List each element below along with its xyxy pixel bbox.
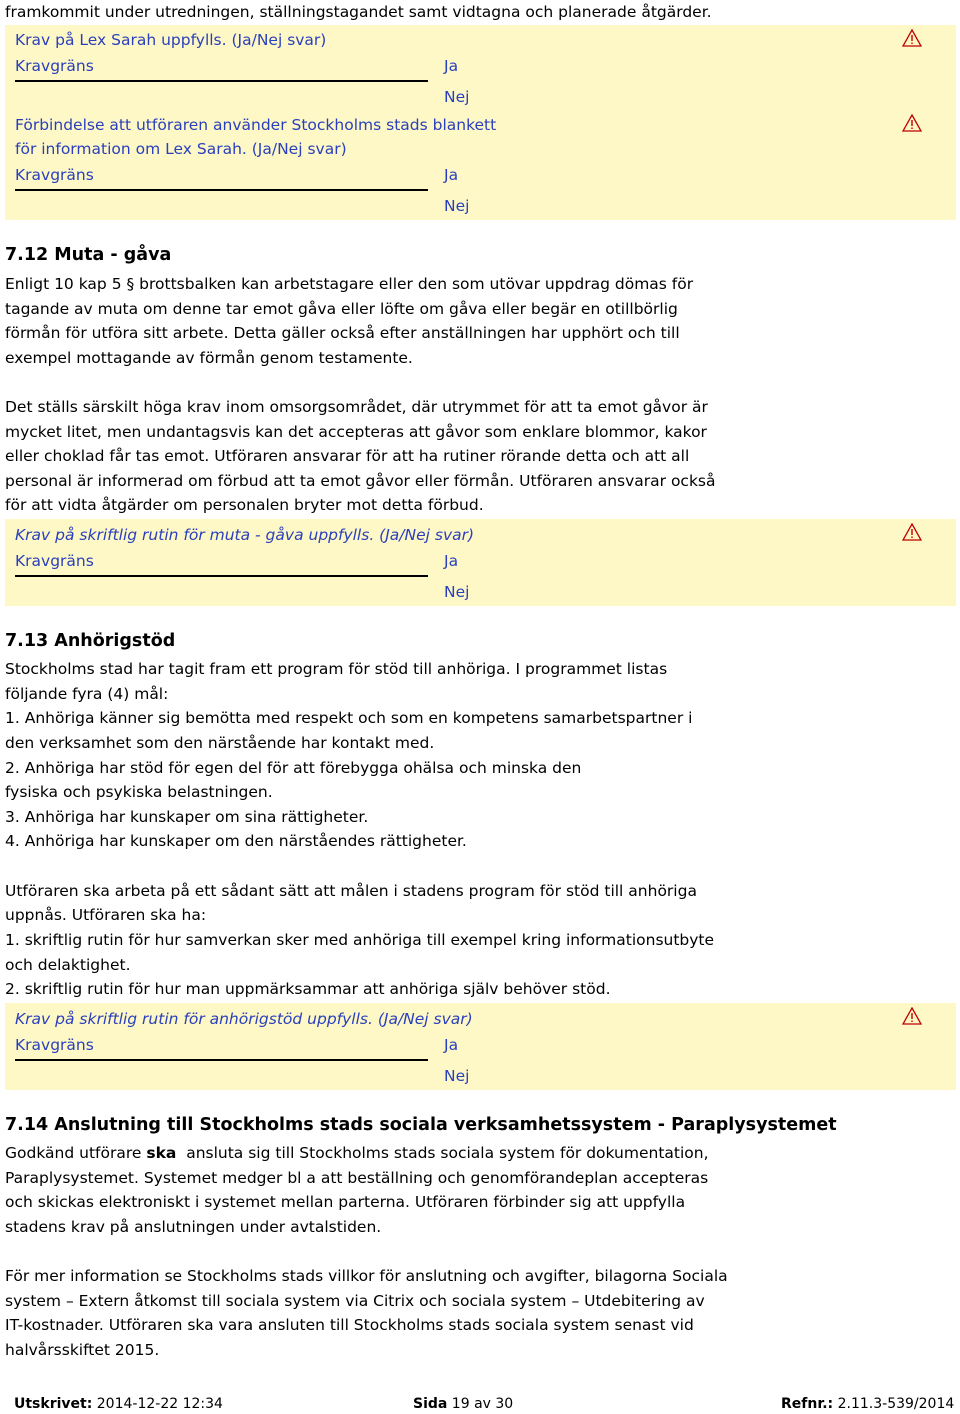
body-text: 4. Anhöriga har kunskaper om den närståendes rättigheter. xyxy=(5,832,467,850)
body-text xyxy=(5,1141,709,1165)
answer-rule xyxy=(15,189,428,191)
footer-page-label: Sida xyxy=(413,1396,448,1412)
answer-rule xyxy=(15,575,428,577)
body-text: uppnås. Utföraren ska ha: xyxy=(5,906,207,924)
body-text: 1. skriftlig rutin för hur samverkan sker med anhöriga till exempel kring informationsutbyte xyxy=(5,931,715,949)
body-text: Det ställs särskilt höga krav inom omsorgsområdet, där utrymmet för att ta emot gåvor är xyxy=(5,398,708,416)
answer-nej[interactable]: Nej xyxy=(444,583,470,601)
body-text: IT-kostnader. Utföraren ska vara ansluten till Stockholms stads sociala system senast vid xyxy=(5,1316,694,1334)
kravgrans-label: Kravgräns xyxy=(15,166,94,184)
body-text: följande fyra (4) mål: xyxy=(5,685,169,703)
body-text: tagande av muta om denne tar emot gåva eller löfte om gåva eller begär en otillbörlig xyxy=(5,300,678,318)
body-text: fysiska och psykiska belastningen. xyxy=(5,783,273,801)
footer-ref xyxy=(781,1394,954,1414)
section-heading-7-13: 7.13 Anhörigstöd xyxy=(5,631,176,651)
kravgrans-label: Kravgräns xyxy=(15,1036,94,1054)
body-text: Utföraren ska arbeta på ett sådant sätt att målen i stadens program för stöd till anhöriga xyxy=(5,882,697,900)
body-text: stadens krav på anslutningen under avtalstiden. xyxy=(5,1218,382,1236)
warning-icon xyxy=(902,1007,922,1025)
body-text: 3. Anhöriga har kunskaper om sina rättigheter. xyxy=(5,808,369,826)
body-text-part: ansluta sig till Stockholms stads sociala system för dokumentation, xyxy=(176,1144,709,1162)
body-text: framkommit under utredningen, ställningstagandet samt vidtagna och planerade åtgärder. xyxy=(5,3,712,21)
answer-nej[interactable]: Nej xyxy=(444,1067,470,1085)
footer-printed-value: 2014-12-22 12:34 xyxy=(92,1396,223,1412)
answer-ja[interactable]: Ja xyxy=(444,1036,459,1054)
kravgrans-label: Kravgräns xyxy=(15,57,94,75)
answer-rule xyxy=(15,1059,428,1061)
section-heading-7-12: 7.12 Muta - gåva xyxy=(5,245,172,265)
answer-rule xyxy=(15,80,428,82)
answer-ja[interactable]: Ja xyxy=(444,166,459,184)
body-text-part: Godkänd utförare xyxy=(5,1144,147,1162)
body-text: för att vidta åtgärder om personalen bryter mot detta förbud. xyxy=(5,496,484,514)
body-text: Enligt 10 kap 5 § brottsbalken kan arbetstagare eller den som utövar uppdrag dömas för xyxy=(5,275,694,293)
body-text: och delaktighet. xyxy=(5,956,131,974)
answer-nej[interactable]: Nej xyxy=(444,197,470,215)
kravgrans-label: Kravgräns xyxy=(15,552,94,570)
question-blankett-line1: Förbindelse att utföraren använder Stockholms stads blankett xyxy=(15,116,497,134)
body-text: För mer information se Stockholms stads villkor för anslutning och avgifter, bilagorna Sociala xyxy=(5,1267,728,1285)
footer-ref-label: Refnr.: xyxy=(781,1396,834,1412)
warning-icon xyxy=(902,523,922,541)
body-text: Paraplysystemet. Systemet medger bl a att beställning och genomförandeplan accepteras xyxy=(5,1169,709,1187)
body-text: 2. skriftlig rutin för hur man uppmärksammar att anhöriga själv behöver stöd. xyxy=(5,980,611,998)
emphasis-ska: ska xyxy=(146,1144,177,1162)
body-text: mycket litet, men undantagsvis kan det accepteras att gåvor som enklare blommor, kakor xyxy=(5,423,707,441)
body-text: 2. Anhöriga har stöd för egen del för att förebygga ohälsa och minska den xyxy=(5,759,582,777)
question-blankett-line2: för information om Lex Sarah. (Ja/Nej svar) xyxy=(15,140,347,158)
requirement-box-lex-sarah xyxy=(5,25,956,220)
question-muta: Krav på skriftlig rutin för muta - gåva uppfylls. (Ja/Nej svar) xyxy=(15,526,475,544)
body-text: halvårsskiftet 2015. xyxy=(5,1341,160,1359)
body-text: 1. Anhöriga känner sig bemötta med respekt och som en kompetens samarbetspartner i xyxy=(5,709,693,727)
question-anhorigstod: Krav på skriftlig rutin för anhörigstöd uppfylls. (Ja/Nej svar) xyxy=(15,1010,473,1028)
body-text: personal är informerad om förbud att ta emot gåvor eller förmån. Utföraren ansvarar också xyxy=(5,472,716,490)
answer-ja[interactable]: Ja xyxy=(444,57,459,75)
question-lex-sarah: Krav på Lex Sarah uppfylls. (Ja/Nej svar) xyxy=(15,31,327,49)
body-text: och skickas elektroniskt i systemet mellan parterna. Utföraren förbinder sig att uppfylla xyxy=(5,1193,686,1211)
warning-icon xyxy=(902,114,922,132)
answer-ja[interactable]: Ja xyxy=(444,552,459,570)
body-text: eller choklad får tas emot. Utföraren ansvarar för att ha rutiner rörande detta och att all xyxy=(5,447,690,465)
footer-page xyxy=(413,1394,513,1414)
body-text: system – Extern åtkomst till sociala system via Citrix och sociala system – Utdebitering av xyxy=(5,1292,705,1310)
requirement-box-anhorigstod xyxy=(5,1003,956,1090)
warning-icon xyxy=(902,29,922,47)
body-text: den verksamhet som den närstående har kontakt med. xyxy=(5,734,435,752)
body-text: Stockholms stad har tagit fram ett program för stöd till anhöriga. I programmet listas xyxy=(5,660,668,678)
answer-nej[interactable]: Nej xyxy=(444,88,470,106)
footer-printed-label: Utskrivet: xyxy=(14,1396,93,1412)
footer-ref-value: 2.11.3-539/2014 xyxy=(833,1396,955,1412)
section-heading-7-14: 7.14 Anslutning till Stockholms stads sociala verksamhetssystem - Paraplysystemet xyxy=(5,1115,837,1135)
footer-printed xyxy=(14,1394,223,1414)
requirement-box-muta xyxy=(5,519,956,606)
body-text: förmån för utföra sitt arbete. Detta gäller också efter anställningen har upphört och till xyxy=(5,324,680,342)
footer-page-value: 19 av 30 xyxy=(447,1396,514,1412)
body-text: exempel mottagande av förmån genom testamente. xyxy=(5,349,413,367)
